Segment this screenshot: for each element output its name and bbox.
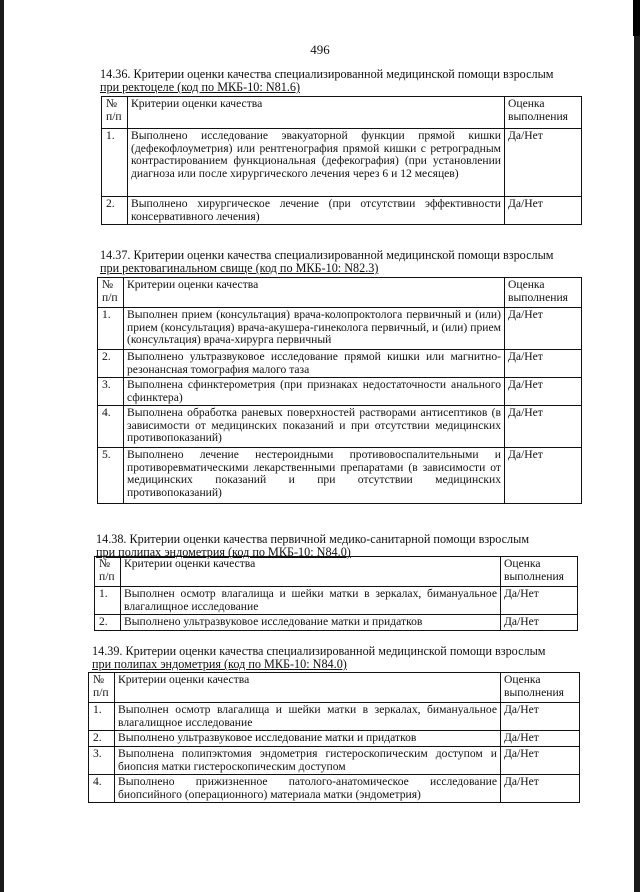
- row-criterion: Выполнено прижизненное патолого-анатомическое исследование биопсийного (операционного) материала матки (эндометрия): [115, 775, 501, 803]
- table-row: [95, 587, 578, 615]
- table-row: [89, 703, 580, 731]
- criteria-table: [97, 277, 582, 504]
- row-num: 2.: [102, 197, 128, 225]
- row-answer: Да/Нет: [505, 197, 582, 225]
- section-title-line2: при полипах эндометрия (код по МКБ-10: N84.0): [92, 657, 347, 671]
- row-num: 1.: [102, 129, 128, 197]
- row-num: 4.: [98, 406, 124, 448]
- row-answer: Да/Нет: [505, 448, 582, 504]
- section-title-line1: 14.38. Критерии оценки качества первичной медико-санитарной помощи взрослым: [96, 532, 530, 546]
- scan-border-left: [0, 0, 4, 892]
- table-header-row: [102, 97, 582, 129]
- section-title-line2: при полипах эндометрия (код по МКБ-10: N84.0): [96, 545, 351, 559]
- table-row: [98, 448, 582, 504]
- section-title-line2: при ректоцеле (код по МКБ-10: N81.6): [100, 80, 301, 94]
- row-criterion: Выполнена сфинктерометрия (при признаках недостаточности анального сфинктера): [124, 378, 505, 406]
- header-num: № п/п: [102, 97, 128, 129]
- row-num: 4.: [89, 775, 115, 803]
- header-rating: Оценка выполнения: [501, 557, 578, 587]
- criteria-table: [101, 96, 582, 225]
- table-header-row: [95, 557, 578, 587]
- row-answer: Да/Нет: [501, 615, 578, 631]
- header-criteria: Критерии оценки качества: [121, 557, 501, 587]
- table-row: [98, 406, 582, 448]
- row-answer: Да/Нет: [505, 129, 582, 197]
- row-num: 1.: [95, 587, 121, 615]
- table-row: [89, 775, 580, 803]
- row-criterion: Выполнено ультразвуковое исследование матки и придатков: [121, 615, 501, 631]
- row-answer: Да/Нет: [501, 775, 580, 803]
- row-answer: Да/Нет: [505, 350, 582, 378]
- row-num: 2.: [95, 615, 121, 631]
- row-num: 3.: [98, 378, 124, 406]
- table-row: [98, 350, 582, 378]
- table-row: [102, 129, 582, 197]
- section-title-line1: 14.39. Критерии оценки качества специализированной медицинской помощи взрослым: [92, 644, 546, 658]
- row-answer: Да/Нет: [505, 308, 582, 350]
- table-header-row: [98, 278, 582, 308]
- header-rating: Оценка выполнения: [501, 673, 580, 703]
- scan-border-corner: [633, 0, 640, 36]
- section-title-line1: 14.36. Критерии оценки качества специализированной медицинской помощи взрослым: [100, 67, 554, 81]
- row-answer: Да/Нет: [505, 406, 582, 448]
- row-answer: Да/Нет: [501, 731, 580, 747]
- row-criterion: Выполнена обработка раневых поверхностей растворами антисептиков (в зависимости от медицинских показаний и при отсутствии медицинских противопоказаний): [124, 406, 505, 448]
- table-row: [89, 747, 580, 775]
- row-num: 5.: [98, 448, 124, 504]
- row-criterion: Выполнено лечение нестероидными противовоспалительными и противоревматическими лекарственными препаратами (в зависимости от медицинских показаний и при отсутствии медицинских противопоказаний): [124, 448, 505, 504]
- table-row: [98, 308, 582, 350]
- row-num: 3.: [89, 747, 115, 775]
- section-title-line2: при ректовагинальном свище (код по МКБ-10: N82.3): [100, 261, 379, 275]
- table-row: [95, 615, 578, 631]
- header-num: № п/п: [98, 278, 124, 308]
- row-num: 1.: [98, 308, 124, 350]
- row-criterion: Выполнен осмотр влагалища и шейки матки в зеркалах, бимануальное влагалищное исследование: [115, 703, 501, 731]
- section-heading: [92, 645, 580, 671]
- row-num: 1.: [89, 703, 115, 731]
- row-criterion: Выполнено ультразвуковое исследование матки и придатков: [115, 731, 501, 747]
- row-criterion: Выполнено исследование эвакуаторной функции прямой кишки (дефекофлоуметрия) или рентгенография прямой кишки с ретроградным контрастированием функциональная (дефекография) (при установлении диагноза или после хирургического лечения через 6 и 12 месяцев): [128, 129, 505, 197]
- row-answer: Да/Нет: [501, 703, 580, 731]
- row-answer: Да/Нет: [501, 587, 578, 615]
- row-criterion: Выполнено хирургическое лечение (при отсутствии эффективности консервативного лечения): [128, 197, 505, 225]
- row-criterion: Выполнен осмотр влагалища и шейки матки в зеркалах, бимануальное влагалищное исследование: [121, 587, 501, 615]
- table-row: [102, 197, 582, 225]
- row-answer: Да/Нет: [501, 747, 580, 775]
- row-num: 2.: [98, 350, 124, 378]
- row-answer: Да/Нет: [505, 378, 582, 406]
- criteria-table: [94, 556, 578, 631]
- row-criterion: Выполнена полипэктомия эндометрия гистероскопическим доступом и биопсия матки гистероскопическим доступом: [115, 747, 501, 775]
- header-rating: Оценка выполнения: [505, 278, 582, 308]
- header-num: № п/п: [89, 673, 115, 703]
- table-row: [98, 378, 582, 406]
- table-row: [89, 731, 580, 747]
- section-heading: [100, 249, 580, 275]
- criteria-table: [88, 672, 580, 803]
- header-num: № п/п: [95, 557, 121, 587]
- section-title-line1: 14.37. Критерии оценки качества специализированной медицинской помощи взрослым: [100, 248, 554, 262]
- scan-border-right: [634, 0, 640, 892]
- header-rating: Оценка выполнения: [505, 97, 582, 129]
- row-num: 2.: [89, 731, 115, 747]
- table-header-row: [89, 673, 580, 703]
- header-criteria: Критерии оценки качества: [128, 97, 505, 129]
- page-number: 496: [310, 42, 330, 57]
- row-criterion: Выполнен прием (консультация) врача-колопроктолога первичный и (или) прием (консультация) врача-акушера-гинеколога первичный, и (или) прием (консультация) врача-хирурга первичный: [124, 308, 505, 350]
- header-criteria: Критерии оценки качества: [115, 673, 501, 703]
- section-heading: [100, 68, 580, 94]
- header-criteria: Критерии оценки качества: [124, 278, 505, 308]
- row-criterion: Выполнено ультразвуковое исследование прямой кишки или магнитно-резонансная томография малого таза: [124, 350, 505, 378]
